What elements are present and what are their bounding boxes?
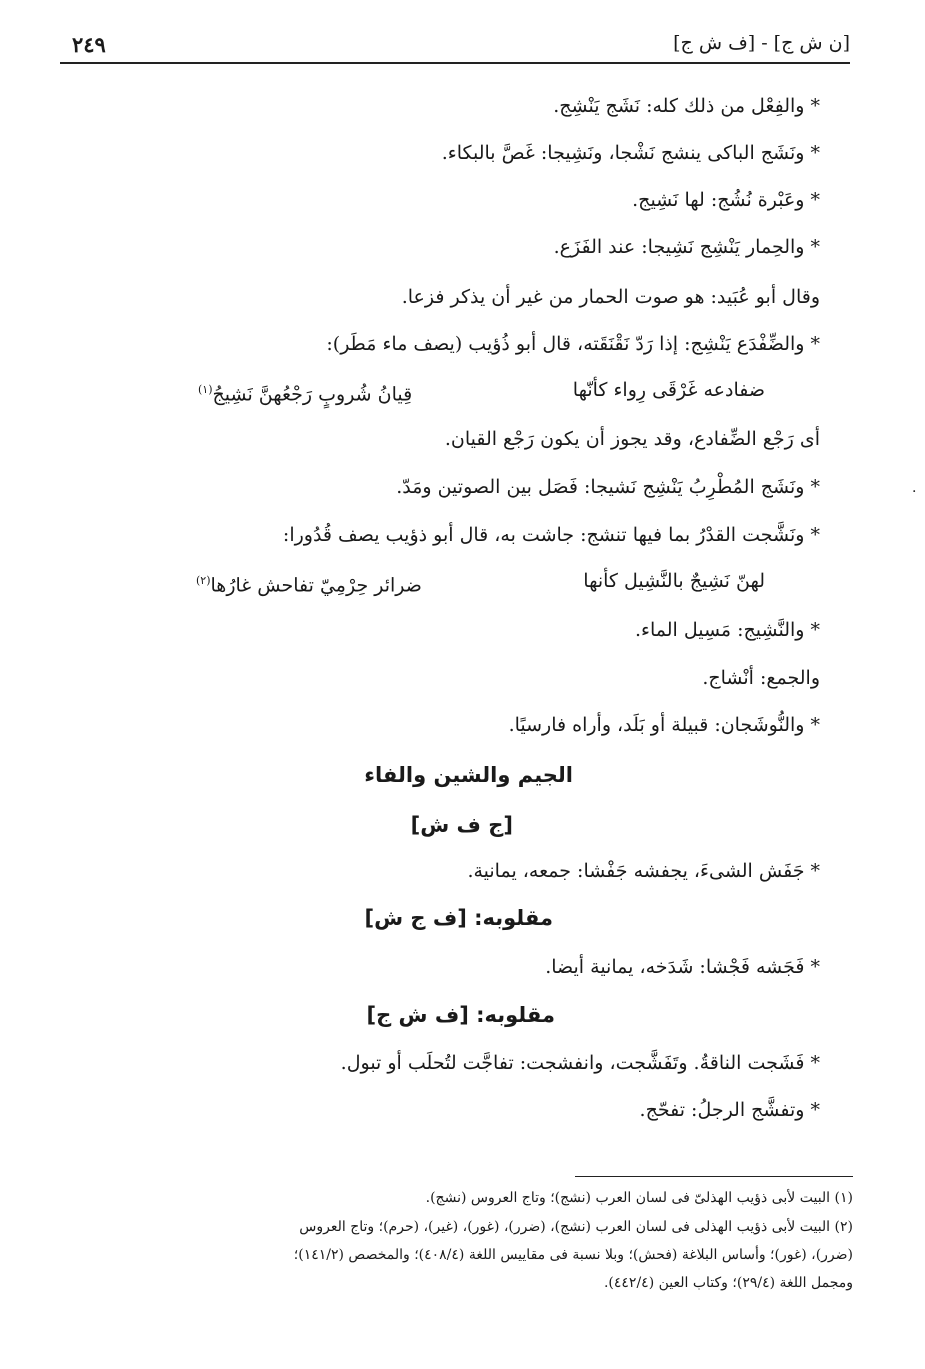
maqlub-heading: مقلوبه: [ف ش ج] — [366, 1003, 555, 1027]
entry-line: والجمع: أنْشاج. — [702, 667, 820, 689]
entry-line: * والحِمار يَنْشِج نَشِيجا: عند الفَزَع. — [553, 236, 820, 258]
header-rule — [60, 62, 850, 64]
entry-line: * ونَشَج المُطْرِبُ يَنْشِج نَشيجا: فَصَل بين الصوتين ومَدّ. — [396, 476, 820, 498]
footnote-line: ومجمل اللغة (٢٩/٤)؛ وكتاب العين (٤٤٢/٤). — [603, 1275, 853, 1291]
entry-line: وقال أبو عُبَيد: هو صوت الحمار من غير أن يذكر فزعا. — [401, 286, 820, 308]
root-heading: [ج ف ش] — [410, 813, 513, 837]
entry-line: * والضِّفْدَع يَنْشِج: إذا رَدّ نَقْنَقَته، قال أبو ذُؤيب (يصف ماء مَطَر): — [326, 333, 820, 355]
verse-text: ضرائر حِرْمِيّ تفاحش غارُها — [210, 574, 422, 597]
maqlub-heading: مقلوبه: [ف ج ش] — [364, 906, 553, 930]
verse-hemistich-second — [198, 376, 412, 408]
entry-line: * فَشَجت الناقةُ. وتَفَشَّجت، وانفشجت: تفاجَّت لتُحلَب أو تبول. — [340, 1052, 820, 1074]
entry-line: * والنَّشِيج: مَسِيل الماء. — [634, 619, 820, 641]
page-number: ٢٤٩ — [72, 32, 106, 57]
entry-line: * والنُّوشَجان: قبيلة أو بَلَد، وأراه فارسيًا. — [508, 714, 820, 736]
verse-text: قِيانُ شُروبٍ رَجْعُهنَّ نَشِيجُ — [212, 383, 413, 406]
entry-line: * فَجَشه فَجْشا: شَدَخه، يمانية أيضا. — [545, 956, 820, 978]
entry-line: أى رَجْع الضِّفادع، وقد يجوز أن يكون رَجْع القيان. — [444, 428, 820, 450]
footnote-marker: (٢) — [196, 574, 211, 587]
footnote-line: (ضرر)، (غور)؛ وأساس البلاغة (فحش)؛ وبلا نسبة فى مقاييس اللغة (٤٠٨/٤)؛ والمخصص (١٤١/٢)؛ — [293, 1247, 853, 1263]
entry-line: * والفِعْل من ذلك كله: نَشَج يَنْشِج. — [553, 95, 820, 117]
entry-line: * وتفشَّج الرجلُ: تفحّج. — [639, 1099, 820, 1121]
verse-hemistich-second — [196, 567, 422, 599]
entry-line: * ونَشَّجت القدْرُ بما فيها تنشج: جاشت به، قال أبو ذؤيب يصف قُدُورا: — [282, 524, 820, 546]
entry-line: * ونَشَج الباكى ينشج نَشْجا، ونَشِيجا: غَصَّ بالبكاء. — [441, 142, 820, 164]
section-heading: الجيم والشين والفاء — [364, 763, 573, 787]
footnote-line: (١) البيت لأبى ذؤيب الهذلىّ فى لسان العرب (نشج)؛ وتاج العروس (نشج). — [425, 1190, 853, 1206]
entry-line: * وعَبْرة نُشُج: لها نَشِيج. — [632, 189, 820, 211]
margin-dot: · — [912, 484, 917, 500]
footnote-marker: (١) — [198, 383, 213, 396]
verse-hemistich-first: لهنّ نَشِيجٌ بالنَّشِيل كأنها — [583, 570, 765, 592]
running-head — [60, 28, 850, 62]
entry-line: * جَفَش الشىءَ، يجفشه جَفْشا: جمعه، يمانية. — [467, 860, 820, 882]
footnote-rule — [575, 1176, 853, 1177]
running-head-title: [ن ش ج] - [ف ش ج] — [673, 32, 850, 54]
verse-hemistich-first: ضفادعه غَرْقَى رِواء كأنّها — [572, 379, 765, 401]
footnote-line: (٢) البيت لأبى ذؤيب الهذلى فى لسان العرب (نشج)، (ضرر)، (غور)، (غير)، (حرم)؛ وتاج العروس — [299, 1219, 853, 1235]
